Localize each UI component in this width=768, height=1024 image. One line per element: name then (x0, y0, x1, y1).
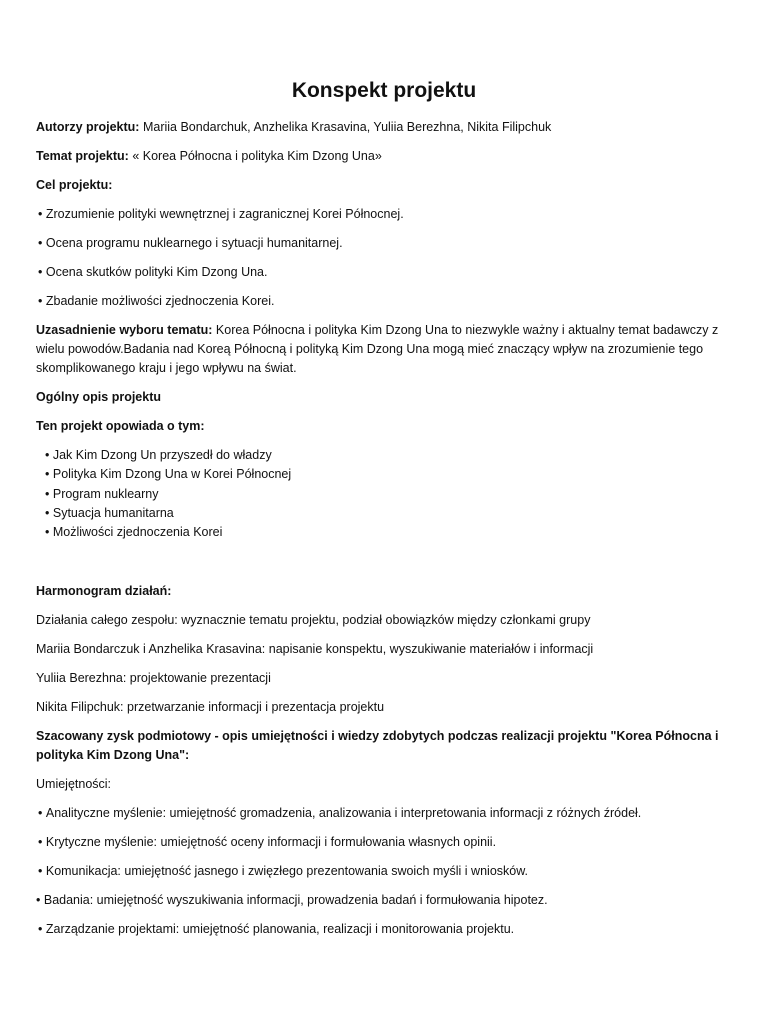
justification-line-3: skomplikowanego kraju i jego wpływu na świat. (36, 361, 297, 375)
goal-item: • Zbadanie możliwości zjednoczenia Korei. (38, 292, 728, 311)
schedule-row: Mariia Bondarczuk i Anzhelika Krasavina: napisanie konspektu, wyszukiwanie materiałów i informacji (36, 642, 594, 656)
overview-item: • Sytuacja humanitarna (45, 504, 735, 523)
overview-item: • Jak Kim Dzong Un przyszedł do władzy (45, 446, 735, 465)
page-title: Konspekt projektu (291, 79, 477, 102)
gains-heading-line-1: Szacowany zysk podmiotowy - opis umiejętności i wiedzy zdobytych podczas realizacji projektu "Korea Północna i (36, 729, 719, 743)
skill-item: • Komunikacja: umiejętność jasnego i zwięzłego prezentowania swoich myśli i wniosków. (38, 862, 728, 881)
goal-item: • Ocena programu nuklearnego i sytuacji humanitarnej. (38, 234, 728, 253)
schedule-heading: Harmonogram działań: (36, 584, 172, 598)
skill-item: • Badania: umiejętność wyszukiwania informacji, prowadzenia badań i formułowania hipotez. (36, 891, 726, 910)
justification-line-1: Uzasadnienie wyboru tematu: Korea Północna i polityka Kim Dzong Una to niezwykle ważny i aktualny temat badawczy z (36, 323, 719, 337)
skill-item: • Zarządzanie projektami: umiejętność planowania, realizacji i monitorowania projektu. (38, 920, 728, 939)
topic-line (36, 147, 726, 166)
goal-heading: Cel projektu: (36, 178, 113, 192)
skill-item: • Krytyczne myślenie: umiejętność oceny informacji i formułowania własnych opinii. (38, 833, 728, 852)
justification-label: Uzasadnienie wyboru tematu: (36, 323, 213, 337)
schedule-row: Nikita Filipchuk: przetwarzanie informacji i prezentacja projektu (36, 700, 385, 714)
overview-item: • Program nuklearny (45, 485, 735, 504)
schedule-row: Yuliia Berezhna: projektowanie prezentacji (36, 671, 271, 685)
authors-label: Autorzy projektu: (36, 120, 140, 134)
overview-heading: Ogólny opis projektu (36, 390, 162, 404)
justification-line-2: wielu powodów.Badania nad Koreą Północną i polityką Kim Dzong Una mogą mieć znaczący wpływ na zrozumienie tego (36, 342, 704, 356)
authors-value: Mariia Bondarchuk, Anzhelika Krasavina, Yuliia Berezhna, Nikita Filipchuk (142, 120, 552, 134)
topic-value: « Korea Północna i polityka Kim Dzong Una» (132, 149, 382, 163)
overview-subheading: Ten projekt opowiada o tym: (36, 419, 205, 433)
overview-item: • Możliwości zjednoczenia Korei (45, 523, 735, 542)
schedule-row: Działania całego zespołu: wyznacznie tematu projektu, podział obowiązków między członkami grupy (36, 613, 591, 627)
authors-line (36, 118, 726, 137)
gains-heading-line-2: polityka Kim Dzong Una": (36, 748, 190, 762)
skill-item: • Analityczne myślenie: umiejętność gromadzenia, analizowania i interpretowania informacji z różnych źródeł. (38, 804, 728, 823)
goal-item: • Ocena skutków polityki Kim Dzong Una. (38, 263, 728, 282)
goal-item: • Zrozumienie polityki wewnętrznej i zagranicznej Korei Północnej. (38, 205, 728, 224)
skills-label: Umiejętności: (36, 777, 112, 791)
overview-item: • Polityka Kim Dzong Una w Korei Północnej (45, 465, 735, 484)
topic-label: Temat projektu: (36, 149, 129, 163)
